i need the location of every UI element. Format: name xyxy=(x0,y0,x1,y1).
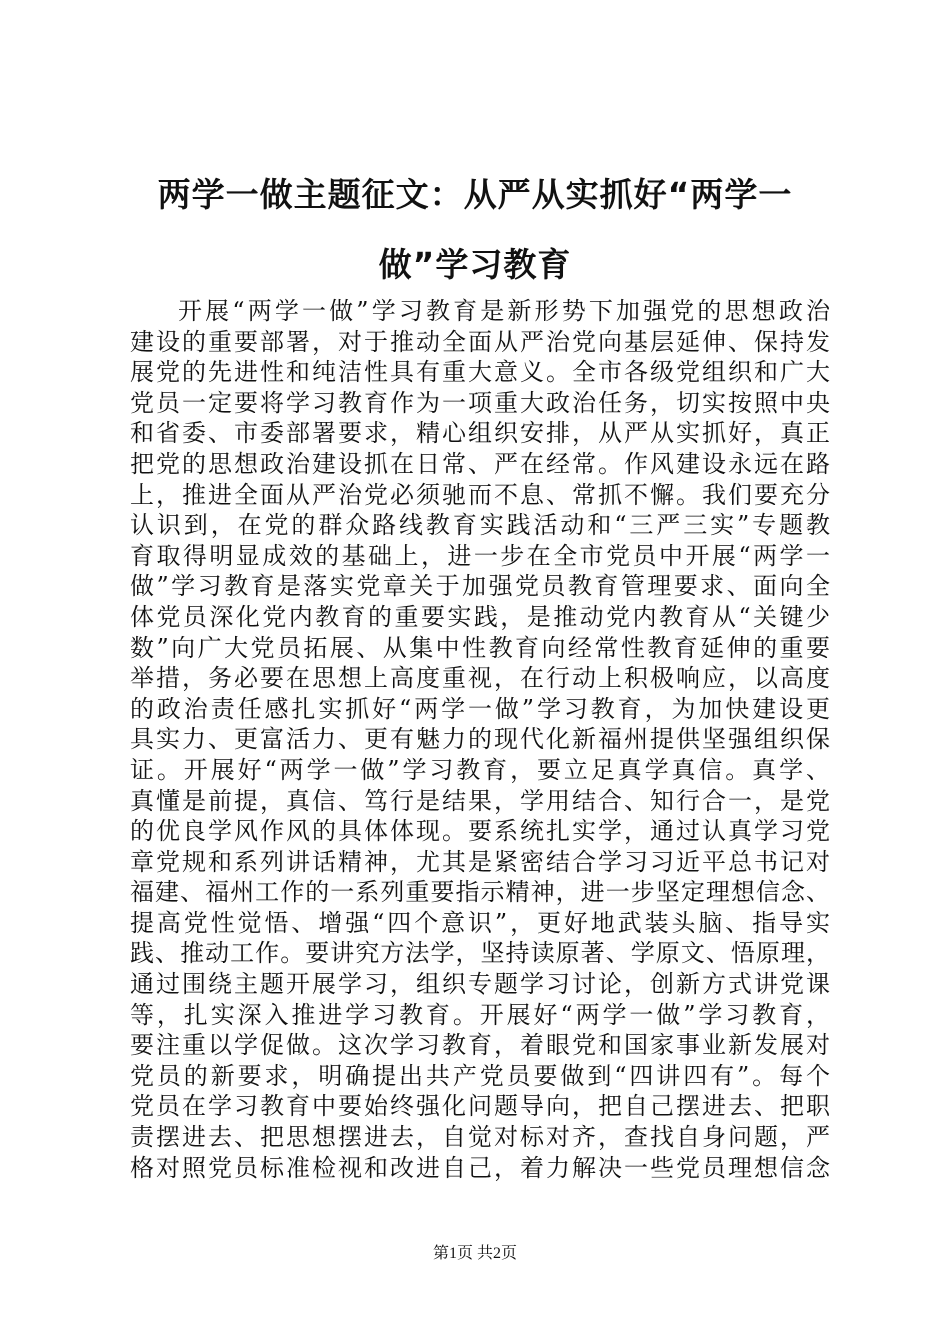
body-line: 的优良学风作风的具体体现。要系统扎实学，通过认真学习党 xyxy=(130,817,830,846)
body-line: 建设的重要部署，对于推动全面从严治党向基层延伸、保持发 xyxy=(130,327,830,356)
body-line: 证。开展好“两学一做”学习教育，要立足真学真信。真学、 xyxy=(130,755,830,784)
body-line: 做”学习教育是落实党章关于加强党员教育管理要求、面向全 xyxy=(130,572,830,601)
body-line: 数”向广大党员拓展、从集中性教育向经常性教育延伸的重要 xyxy=(130,633,830,662)
body-line: 践、推动工作。要讲究方法学，坚持读原著、学原文、悟原理， xyxy=(130,939,830,968)
body-line: 的政治责任感扎实抓好“两学一做”学习教育，为加快建设更 xyxy=(130,694,830,723)
body-line: 党员的新要求，明确提出共产党员要做到“四讲四有”。每个 xyxy=(130,1061,830,1090)
page-footer: 第1页 共2页 xyxy=(432,1245,517,1262)
body-line: 责摆进去、把思想摆进去，自觉对标对齐，查找自身问题，严 xyxy=(130,1123,830,1152)
body-line: 福建、福州工作的一系列重要指示精神，进一步坚定理想信念、 xyxy=(130,878,830,907)
body-line: 展党的先进性和纯洁性具有重大意义。全市各级党组织和广大 xyxy=(130,358,830,387)
body-line: 等，扎实深入推进学习教育。开展好“两学一做”学习教育， xyxy=(130,1000,830,1029)
body-line: 党员在学习教育中要始终强化问题导向，把自己摆进去、把职 xyxy=(130,1092,830,1121)
title-line-2: 做”学习教育 xyxy=(378,245,572,284)
body-line: 具实力、更富活力、更有魅力的现代化新福州提供坚强组织保 xyxy=(130,725,830,754)
body-line: 举措，务必要在思想上高度重视，在行动上积极响应，以高度 xyxy=(130,664,830,693)
title-line-1: 两学一做主题征文：从严从实抓好“两学一 xyxy=(157,175,793,214)
body-line: 育取得明显成效的基础上，进一步在全市党员中开展“两学一 xyxy=(130,541,830,570)
body-line: 要注重以学促做。这次学习教育，着眼党和国家事业新发展对 xyxy=(130,1031,830,1060)
document-body xyxy=(130,296,830,1183)
body-line: 党员一定要将学习教育作为一项重大政治任务，切实按照中央 xyxy=(130,388,830,417)
body-line: 通过围绕主题开展学习，组织专题学习讨论，创新方式讲党课 xyxy=(130,970,830,999)
body-line: 开展“两学一做”学习教育是新形势下加强党的思想政治 xyxy=(178,297,830,325)
body-line: 上，推进全面从严治党必须驰而不息、常抓不懈。我们要充分 xyxy=(130,480,830,509)
body-line: 格对照党员标准检视和改进自己，着力解决一些党员理想信念 xyxy=(130,1153,830,1182)
body-line: 认识到，在党的群众路线教育实践活动和“三严三实”专题教 xyxy=(130,511,830,540)
body-line: 把党的思想政治建设抓在日常、严在经常。作风建设永远在路 xyxy=(130,449,830,478)
body-line: 和省委、市委部署要求，精心组织安排，从严从实抓好，真正 xyxy=(130,419,830,448)
body-line: 真懂是前提，真信、笃行是结果，学用结合、知行合一，是党 xyxy=(130,786,830,815)
body-line: 章党规和系列讲话精神，尤其是紧密结合学习习近平总书记对 xyxy=(130,847,830,876)
body-line: 提高党性觉悟、增强“四个意识”，更好地武装头脑、指导实 xyxy=(130,908,830,937)
body-line: 体党员深化党内教育的重要实践，是推动党内教育从“关键少 xyxy=(130,602,830,631)
document-title xyxy=(120,160,830,300)
